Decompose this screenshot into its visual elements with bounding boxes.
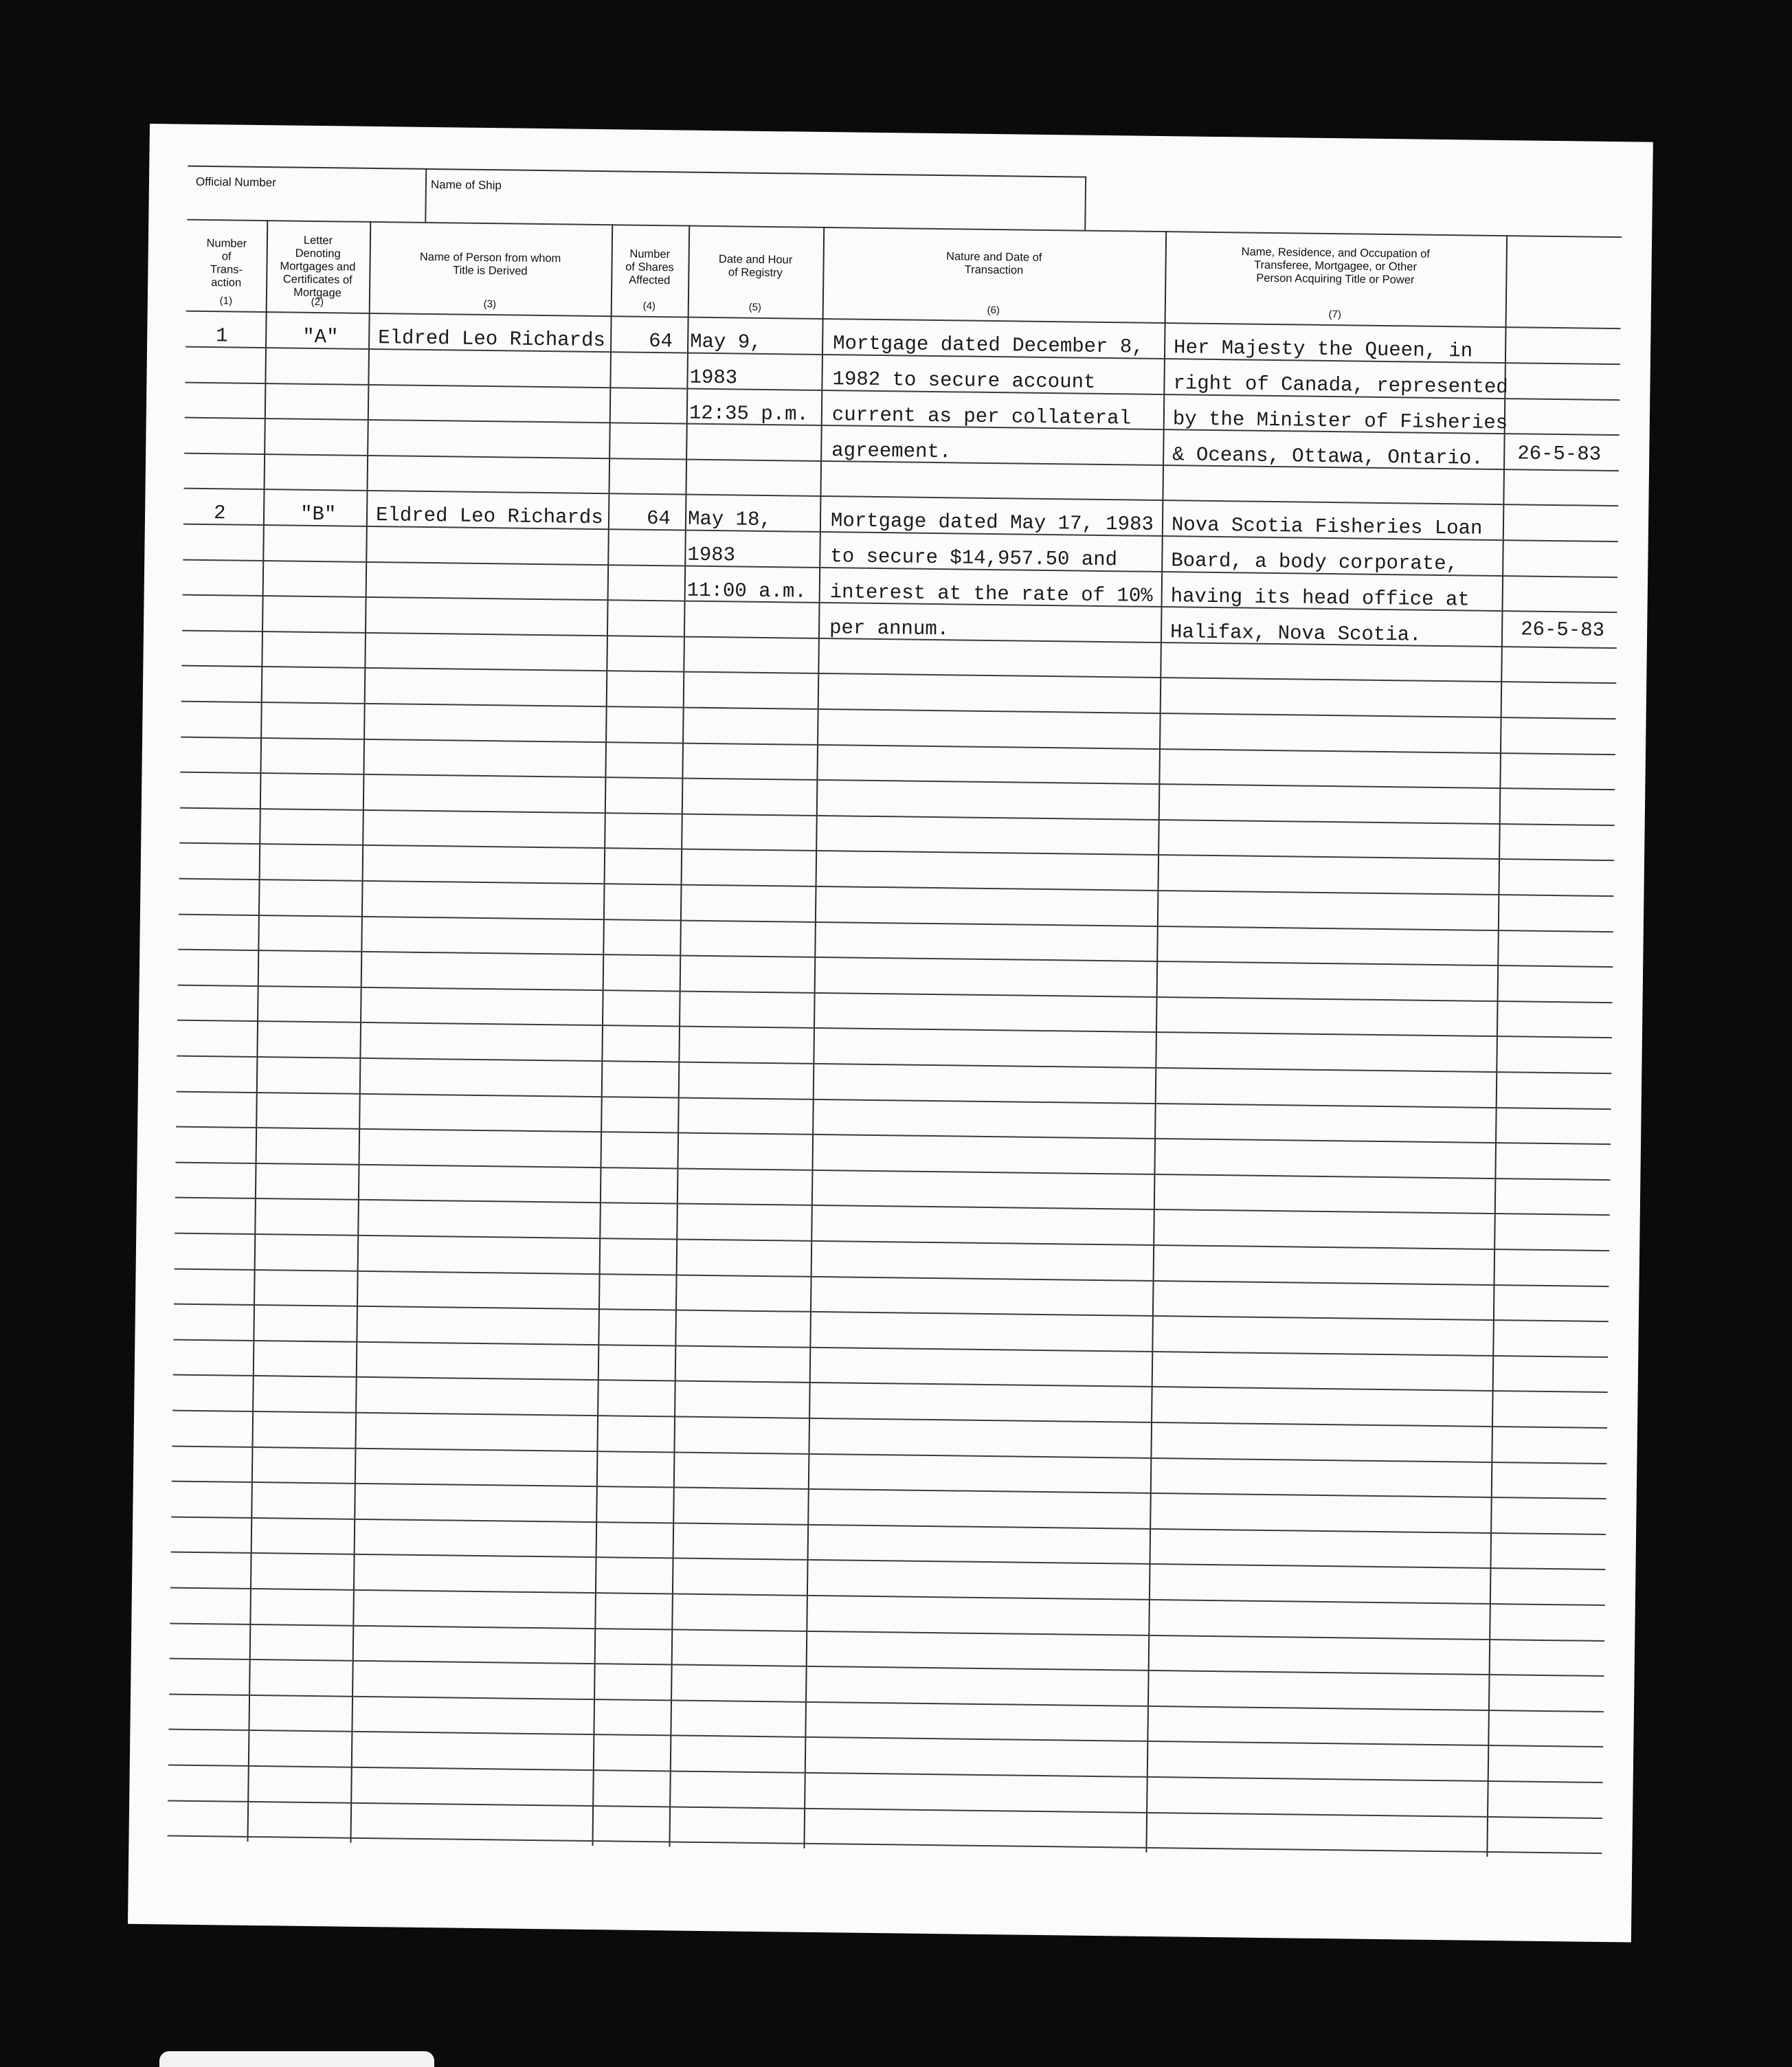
ledger-row-line <box>171 1552 1606 1571</box>
col-heading-6: Nature and Date of Transaction <box>945 250 1042 277</box>
entry-2-transaction-line-3: interest at the rate of 10% <box>829 581 1153 607</box>
col-heading-3: Name of Person from whom Title is Derived <box>419 250 561 278</box>
entry-1-margin-date: 26-5-83 <box>1517 442 1602 466</box>
col-number-4: (4) <box>642 300 656 313</box>
ledger-row-line <box>178 949 1613 968</box>
entry-1-acquirer-line-2: right of Canada, represented <box>1173 372 1508 399</box>
ledger-row-line <box>169 1694 1604 1713</box>
ledger-row-line <box>170 1623 1604 1642</box>
ledger-row-line <box>172 1410 1607 1429</box>
entry-2-number: 2 <box>213 502 226 525</box>
ledger-row-line <box>181 737 1615 756</box>
ledger-row-line <box>170 1587 1605 1607</box>
column-divider <box>247 220 268 1842</box>
col-number-7: (7) <box>1328 308 1342 321</box>
scan-edge-artifact <box>159 2051 434 2067</box>
col-number-1: (1) <box>219 295 233 307</box>
entry-2-registry-line-3: 11:00 a.m. <box>686 579 807 603</box>
column-divider <box>669 225 690 1847</box>
col-number-2: (2) <box>311 295 324 309</box>
ledger-row-line <box>178 985 1613 1004</box>
entry-2-registry-line-1: May 18, <box>687 507 772 532</box>
col-heading-5: Date and Hour of Registry <box>718 253 793 280</box>
entry-2-letter: "B" <box>300 502 337 526</box>
ledger-row-line <box>177 1020 1612 1039</box>
entry-1-registry-line-1: May 9, <box>689 330 762 354</box>
col-number-5: (5) <box>748 301 762 313</box>
entry-2-transaction-line-1: Mortgage dated May 17, 1983 <box>830 509 1154 536</box>
column-divider <box>1486 235 1508 1857</box>
col-number-3: (3) <box>483 298 497 311</box>
name-of-ship-label: Name of Ship <box>430 178 502 192</box>
entry-1-registry-line-2: 1983 <box>689 366 738 390</box>
entry-2-acquirer-line-2: Board, a body corporate, <box>1171 549 1459 576</box>
entry-2-registry-line-2: 1983 <box>687 543 736 567</box>
entry-2-shares: 64 <box>646 506 671 530</box>
ledger-row-line <box>173 1374 1608 1394</box>
ledger-row-line <box>172 1446 1606 1465</box>
ledger-row-line <box>175 1269 1609 1288</box>
entry-2-transaction-line-2: to secure $14,957.50 and <box>830 545 1118 572</box>
column-divider <box>592 224 613 1846</box>
ledger-row-line <box>168 1800 1602 1820</box>
register-page <box>128 124 1653 1943</box>
entry-1-transaction-line-1: Mortgage dated December 8, <box>832 332 1144 359</box>
ledger-row-line <box>168 1835 1602 1854</box>
entry-1-letter: "A" <box>302 325 339 349</box>
ledger-row-line <box>179 878 1614 897</box>
col-heading-7: Name, Residence, and Occupation of Transferee, Mortgagee, or Other Person Acquiring Title or Power <box>1241 245 1431 287</box>
entry-2-acquirer-line-4: Halifax, Nova Scotia. <box>1169 621 1422 647</box>
ledger-row-line <box>179 842 1614 862</box>
entry-1-shares: 64 <box>648 329 673 353</box>
official-number-label: Official Number <box>195 175 276 190</box>
entry-2-acquirer-line-1: Nova Scotia Fisheries Loan <box>1171 513 1483 540</box>
ledger-row-line <box>168 1765 1603 1784</box>
entry-1-acquirer-line-1: Her Majesty the Queen, in <box>1173 336 1473 363</box>
entry-1-transaction-line-2: 1982 to secure account <box>832 368 1096 394</box>
ledger-row-line <box>171 1517 1606 1536</box>
entry-1-acquirer-line-3: by the Minister of Fisheries <box>1172 407 1508 435</box>
ledger-row-line <box>168 1729 1603 1748</box>
col-heading-2: Letter Denoting Mortgages and Certificates of Mortgage <box>280 234 356 300</box>
ledger-row-line <box>177 1055 1611 1075</box>
ledger-row-line <box>177 1091 1611 1110</box>
entry-1-transaction-line-3: current as per collateral <box>831 403 1132 430</box>
col-heading-1: Number of Trans- action <box>206 237 247 289</box>
entry-1-registry-line-3: 12:35 p.m. <box>688 401 809 426</box>
entry-2-margin-date: 26-5-83 <box>1520 618 1605 642</box>
column-divider <box>350 221 371 1843</box>
ledger-row-line <box>176 1126 1611 1146</box>
col-heading-4: Number of Shares Affected <box>625 247 674 287</box>
col-number-6: (6) <box>987 304 1000 317</box>
ledger-row-line <box>180 807 1615 827</box>
entry-2-from-person: Eldred Leo Richards <box>375 504 603 530</box>
ledger-row-line <box>172 1481 1606 1500</box>
ledger-row-line <box>181 701 1616 720</box>
ledger-row-line <box>179 914 1613 933</box>
entry-1-from-person: Eldred Leo Richards <box>378 326 606 353</box>
ledger-row-line <box>176 1162 1611 1181</box>
entry-1-acquirer-line-4: & Oceans, Ottawa, Ontario. <box>1172 443 1483 470</box>
column-divider <box>1145 231 1167 1853</box>
ledger-row-line <box>181 665 1616 684</box>
entry-1-number: 1 <box>216 324 228 348</box>
ledger-row-line <box>173 1339 1608 1359</box>
entry-2-acquirer-line-3: having its head office at <box>1170 585 1470 612</box>
ledger-row-line <box>174 1304 1609 1323</box>
ledger-row-line <box>180 772 1615 791</box>
ledger-row-line <box>175 1197 1610 1216</box>
entry-2-transaction-line-4: per annum. <box>829 616 950 641</box>
entry-1-transaction-line-4: agreement. <box>831 439 952 464</box>
ledger-row-line <box>170 1658 1604 1677</box>
column-divider <box>803 227 825 1848</box>
ledger-row-line <box>175 1233 1609 1252</box>
